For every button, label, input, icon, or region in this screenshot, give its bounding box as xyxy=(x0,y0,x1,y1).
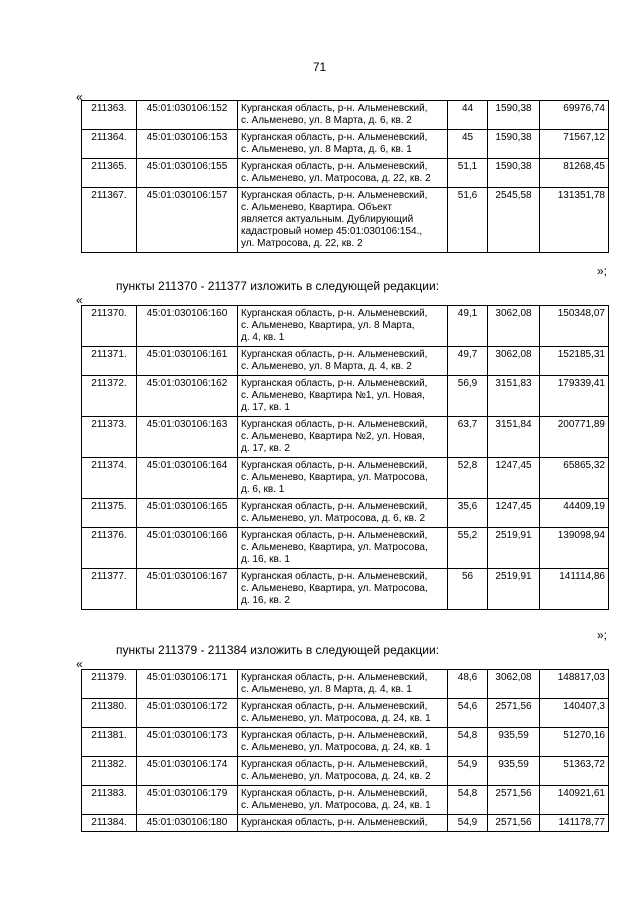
address-line: с. Альменево, Квартира, ул. Матросова, xyxy=(241,542,428,553)
price-cell: 1590,38 xyxy=(488,101,540,130)
row-number-cell: 211382. xyxy=(82,757,137,786)
row-number-cell: 211376. xyxy=(82,528,137,569)
address-line: д. 17, кв. 2 xyxy=(241,443,290,454)
row-number-cell: 211383. xyxy=(82,786,137,815)
closing-quote: »; xyxy=(597,264,608,278)
total-value-cell: 131351,78 xyxy=(540,188,609,253)
area-cell: 56 xyxy=(448,569,488,610)
area-cell: 54,9 xyxy=(448,815,488,832)
address-cell xyxy=(238,786,448,815)
price-cell: 2545,58 xyxy=(488,188,540,253)
address-line: Курганская область, р-н. Альменевский, xyxy=(241,817,428,828)
address-cell xyxy=(238,458,448,499)
address-line: Курганская область, р-н. Альменевский, xyxy=(241,308,428,319)
address-line: Курганская область, р-н. Альменевский, xyxy=(241,419,428,430)
total-value-cell: 81268,45 xyxy=(540,159,609,188)
total-value-cell: 65865,32 xyxy=(540,458,609,499)
row-number-cell: 211379. xyxy=(82,670,137,699)
cadastral-number-cell: 45:01:030106:162 xyxy=(137,376,238,417)
address-cell xyxy=(238,130,448,159)
row-number-cell: 211370. xyxy=(82,306,137,347)
address-cell xyxy=(238,159,448,188)
address-line: Курганская область, р-н. Альменевский, xyxy=(241,132,428,143)
table-row xyxy=(82,130,609,159)
table-section-2 xyxy=(81,305,609,610)
price-cell: 2519,91 xyxy=(488,569,540,610)
address-line: с. Альменево, ул. Матросова, д. 24, кв. 2 xyxy=(241,771,431,782)
price-cell: 935,59 xyxy=(488,757,540,786)
address-line: с. Альменево, ул. Матросова, д. 24, кв. 1 xyxy=(241,800,431,811)
address-line: д. 16, кв. 1 xyxy=(241,554,290,565)
address-line: с. Альменево, Квартира №2, ул. Новая, xyxy=(241,431,425,442)
price-cell: 3151,83 xyxy=(488,376,540,417)
address-line: является актуальным. Дублирующий xyxy=(241,214,414,225)
table-row xyxy=(82,376,609,417)
price-cell: 3062,08 xyxy=(488,306,540,347)
price-cell: 3062,08 xyxy=(488,670,540,699)
area-cell: 54,8 xyxy=(448,786,488,815)
cadastral-number-cell: 45:01:030106:171 xyxy=(137,670,238,699)
address-cell xyxy=(238,569,448,610)
table-row xyxy=(82,101,609,130)
address-line: с. Альменево, ул. Матросова, д. 6, кв. 2 xyxy=(241,513,426,524)
cadastral-number-cell: 45:01:030106:179 xyxy=(137,786,238,815)
address-line: Курганская область, р-н. Альменевский, xyxy=(241,103,428,114)
address-cell xyxy=(238,347,448,376)
address-line: д. 6, кв. 1 xyxy=(241,484,285,495)
row-number-cell: 211375. xyxy=(82,499,137,528)
row-number-cell: 211372. xyxy=(82,376,137,417)
cadastral-number-cell: 45:01:030106:153 xyxy=(137,130,238,159)
total-value-cell: 200771,89 xyxy=(540,417,609,458)
address-line: с. Альменево, Квартира, ул. 8 Марта, xyxy=(241,320,415,331)
row-number-cell: 211367. xyxy=(82,188,137,253)
row-number-cell: 211380. xyxy=(82,699,137,728)
total-value-cell: 141114,86 xyxy=(540,569,609,610)
price-cell: 1247,45 xyxy=(488,499,540,528)
address-line: Курганская область, р-н. Альменевский, xyxy=(241,349,428,360)
address-line: с. Альменево, ул. Матросова, д. 24, кв. 1 xyxy=(241,713,431,724)
cadastral-number-cell: 45:01:030106:161 xyxy=(137,347,238,376)
address-line: Курганская область, р-н. Альменевский, xyxy=(241,571,428,582)
address-cell xyxy=(238,306,448,347)
opening-quote: « xyxy=(76,90,83,104)
cadastral-number-cell: 45:01:030106:174 xyxy=(137,757,238,786)
total-value-cell: 141178,77 xyxy=(540,815,609,832)
table-row xyxy=(82,815,609,832)
table-row xyxy=(82,159,609,188)
address-cell xyxy=(238,101,448,130)
area-cell: 54,9 xyxy=(448,757,488,786)
address-line: Курганская область, р-н. Альменевский, xyxy=(241,759,428,770)
address-cell xyxy=(238,728,448,757)
price-cell: 2571,56 xyxy=(488,786,540,815)
address-line: Курганская область, р-н. Альменевский, xyxy=(241,672,428,683)
address-line: д. 4, кв. 1 xyxy=(241,332,285,343)
row-number-cell: 211384. xyxy=(82,815,137,832)
total-value-cell: 51270,16 xyxy=(540,728,609,757)
address-line: Курганская область, р-н. Альменевский, xyxy=(241,378,428,389)
table-row xyxy=(82,757,609,786)
row-number-cell: 211373. xyxy=(82,417,137,458)
address-line: д. 17, кв. 1 xyxy=(241,402,290,413)
row-number-cell: 211364. xyxy=(82,130,137,159)
opening-quote: « xyxy=(76,293,83,307)
address-cell xyxy=(238,699,448,728)
address-line: д. 16, кв. 2 xyxy=(241,595,290,606)
address-line: Курганская область, р-н. Альменевский, xyxy=(241,788,428,799)
table-row xyxy=(82,670,609,699)
address-line: Курганская область, р-н. Альменевский, xyxy=(241,530,428,541)
address-cell xyxy=(238,417,448,458)
price-cell: 1590,38 xyxy=(488,130,540,159)
table-row xyxy=(82,728,609,757)
area-cell: 45 xyxy=(448,130,488,159)
table-row xyxy=(82,417,609,458)
address-line: Курганская область, р-н. Альменевский, xyxy=(241,730,428,741)
address-cell xyxy=(238,528,448,569)
area-cell: 48,6 xyxy=(448,670,488,699)
cadastral-number-cell: 45:01:030106:166 xyxy=(137,528,238,569)
address-line: Курганская область, р-н. Альменевский, xyxy=(241,501,428,512)
table-section-1 xyxy=(81,100,609,253)
total-value-cell: 139098,94 xyxy=(540,528,609,569)
total-value-cell: 148817,03 xyxy=(540,670,609,699)
cadastral-number-cell: 45:01:030106:152 xyxy=(137,101,238,130)
address-line: Курганская область, р-н. Альменевский, xyxy=(241,190,428,201)
cadastral-number-cell: 45:01:030106:155 xyxy=(137,159,238,188)
cadastral-number-cell: 45:01:030106:160 xyxy=(137,306,238,347)
row-number-cell: 211374. xyxy=(82,458,137,499)
price-cell: 3151,84 xyxy=(488,417,540,458)
address-line: с. Альменево, ул. 8 Марта, д. 4, кв. 1 xyxy=(241,684,412,695)
address-line: Курганская область, р-н. Альменевский, xyxy=(241,701,428,712)
address-cell xyxy=(238,670,448,699)
price-cell: 2519,91 xyxy=(488,528,540,569)
cadastral-number-cell: 45:01:030106:157 xyxy=(137,188,238,253)
closing-quote: »; xyxy=(597,628,608,642)
area-cell: 44 xyxy=(448,101,488,130)
address-line: с. Альменево, ул. 8 Марта, д. 6, кв. 2 xyxy=(241,115,412,126)
table-row xyxy=(82,786,609,815)
area-cell: 51,6 xyxy=(448,188,488,253)
section-intro-text: пункты 211370 - 211377 изложить в следующей редакции: xyxy=(116,279,440,293)
cadastral-number-cell: 45:01:030106:172 xyxy=(137,699,238,728)
area-cell: 56,9 xyxy=(448,376,488,417)
area-cell: 49,7 xyxy=(448,347,488,376)
total-value-cell: 140407,3 xyxy=(540,699,609,728)
table-row xyxy=(82,306,609,347)
row-number-cell: 211365. xyxy=(82,159,137,188)
address-line: с. Альменево, ул. Матросова, д. 22, кв. 2 xyxy=(241,173,431,184)
table-row xyxy=(82,347,609,376)
table-row xyxy=(82,528,609,569)
area-cell: 51,1 xyxy=(448,159,488,188)
price-cell: 1247,45 xyxy=(488,458,540,499)
area-cell: 54,8 xyxy=(448,728,488,757)
area-cell: 49,1 xyxy=(448,306,488,347)
row-number-cell: 211381. xyxy=(82,728,137,757)
cadastral-number-cell: 45:01:030106:163 xyxy=(137,417,238,458)
total-value-cell: 51363,72 xyxy=(540,757,609,786)
cadastral-number-cell: 45:01:030106:173 xyxy=(137,728,238,757)
address-line: с. Альменево, Квартира, ул. Матросова, xyxy=(241,583,428,594)
opening-quote: « xyxy=(76,657,83,671)
price-cell: 1590,38 xyxy=(488,159,540,188)
page-number: 71 xyxy=(312,60,327,74)
area-cell: 54,6 xyxy=(448,699,488,728)
total-value-cell: 150348,07 xyxy=(540,306,609,347)
total-value-cell: 152185,31 xyxy=(540,347,609,376)
area-cell: 52,8 xyxy=(448,458,488,499)
address-line: Курганская область, р-н. Альменевский, xyxy=(241,460,428,471)
address-line: с. Альменево, Квартира №1, ул. Новая, xyxy=(241,390,425,401)
table-section-3 xyxy=(81,669,609,832)
cadastral-number-cell: 45:01:030106:164 xyxy=(137,458,238,499)
total-value-cell: 179339,41 xyxy=(540,376,609,417)
address-line: кадастровый номер 45:01:030106:154., xyxy=(241,226,423,237)
table-row xyxy=(82,458,609,499)
address-cell xyxy=(238,815,448,832)
address-line: с. Альменево, ул. 8 Марта, д. 4, кв. 2 xyxy=(241,361,412,372)
address-line: с. Альменево, Квартира, ул. Матросова, xyxy=(241,472,428,483)
address-cell xyxy=(238,376,448,417)
row-number-cell: 211363. xyxy=(82,101,137,130)
area-cell: 55,2 xyxy=(448,528,488,569)
row-number-cell: 211377. xyxy=(82,569,137,610)
address-cell xyxy=(238,499,448,528)
price-cell: 3062,08 xyxy=(488,347,540,376)
total-value-cell: 69976,74 xyxy=(540,101,609,130)
total-value-cell: 71567,12 xyxy=(540,130,609,159)
table-row xyxy=(82,569,609,610)
address-cell xyxy=(238,188,448,253)
cadastral-number-cell: 45:01:030106:180 xyxy=(137,815,238,832)
area-cell: 35,6 xyxy=(448,499,488,528)
address-line: с. Альменево, ул. 8 Марта, д. 6, кв. 1 xyxy=(241,144,412,155)
section-intro-text: пункты 211379 - 211384 изложить в следующей редакции: xyxy=(116,643,440,657)
total-value-cell: 44409,19 xyxy=(540,499,609,528)
address-line: Курганская область, р-н. Альменевский, xyxy=(241,161,428,172)
total-value-cell: 140921,61 xyxy=(540,786,609,815)
cadastral-number-cell: 45:01:030106:167 xyxy=(137,569,238,610)
cadastral-number-cell: 45:01:030106:165 xyxy=(137,499,238,528)
table-row xyxy=(82,188,609,253)
address-line: с. Альменево, ул. Матросова, д. 24, кв. 1 xyxy=(241,742,431,753)
price-cell: 2571,56 xyxy=(488,815,540,832)
table-row xyxy=(82,699,609,728)
price-cell: 2571,56 xyxy=(488,699,540,728)
address-line: ул. Матросова, д. 22, кв. 2 xyxy=(241,238,363,249)
table-row xyxy=(82,499,609,528)
area-cell: 63,7 xyxy=(448,417,488,458)
address-cell xyxy=(238,757,448,786)
price-cell: 935,59 xyxy=(488,728,540,757)
address-line: с. Альменево, Квартира. Объект xyxy=(241,202,392,213)
row-number-cell: 211371. xyxy=(82,347,137,376)
